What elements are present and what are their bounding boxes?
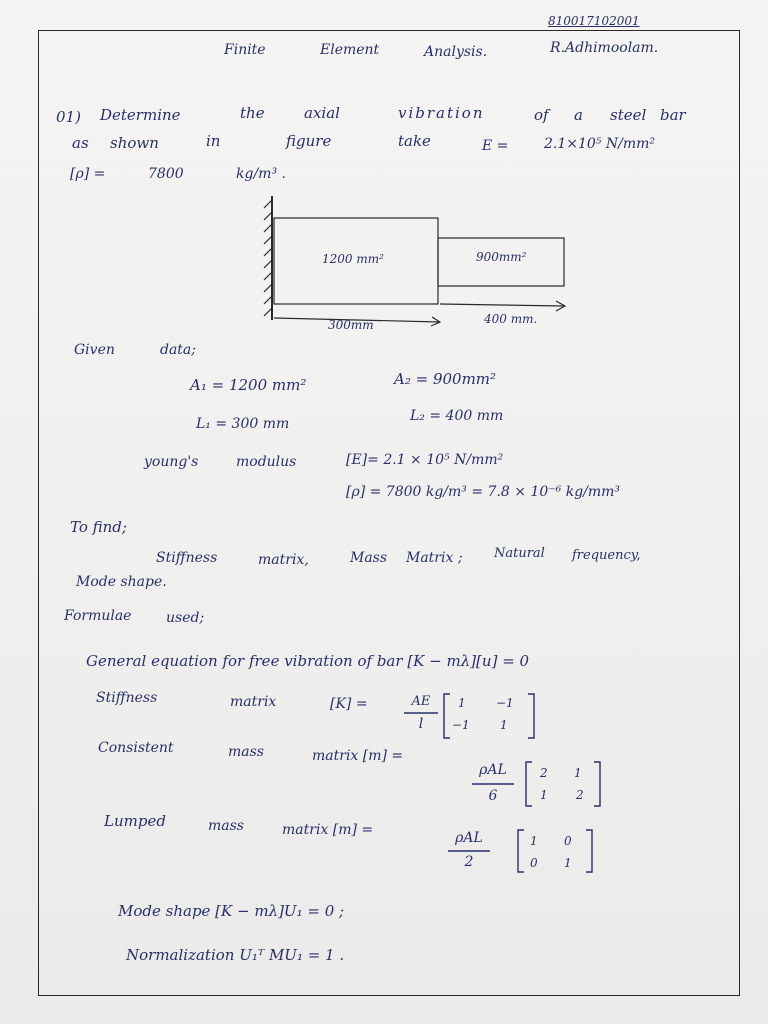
figure-area2-label: 900mm² (476, 250, 527, 264)
register-number: 810017102001 (548, 14, 640, 28)
given-e-value: [E]= 2.1 × 10⁵ N/mm² (346, 452, 504, 468)
q-word: the (240, 104, 265, 122)
q-word: 7800 (148, 166, 184, 182)
q-word: Determine (100, 106, 181, 124)
q-word: take (398, 132, 431, 150)
general-equation: General equation for free vibration of bar [K − mλ][u] = 0 (86, 652, 530, 670)
q-word: [ρ] = (70, 166, 106, 182)
lumped-label: Lumped (104, 812, 166, 830)
given-heading-data: data; (160, 342, 196, 358)
stiffness-frac-den: l (418, 716, 424, 732)
consistent-label: Consistent (98, 740, 174, 756)
youngs-label: young's (144, 454, 199, 470)
lumped-frac-num: ρAL (455, 830, 483, 846)
consistent-m22: 2 (576, 788, 584, 802)
given-rho-value: [ρ] = 7800 kg/m³ = 7.8 × 10⁻⁶ kg/mm³ (346, 484, 621, 500)
given-a2: A₂ = 900mm² (394, 370, 497, 388)
mode-shape-equation: Mode shape [K − mλ]U₁ = 0 ; (118, 902, 345, 920)
to-find-item: Stiffness (156, 550, 218, 566)
lumped-m21: 0 (530, 856, 538, 870)
title-word-analysis: Analysis. (424, 44, 488, 60)
title-word-element: Element (320, 42, 380, 58)
stiffness-frac-num: AE (411, 694, 431, 709)
q-word: of (534, 106, 549, 124)
given-heading: Given (74, 342, 115, 358)
lumped-frac-den: 2 (464, 854, 474, 870)
author-name: R.Adhimoolam. (550, 40, 659, 56)
given-a1: A₁ = 1200 mm² (190, 376, 307, 394)
stiffness-label: Stiffness (96, 690, 158, 706)
q-word: steel (610, 106, 647, 124)
consistent-m11: 2 (540, 766, 548, 780)
q-word: in (206, 132, 221, 150)
q-word: a (574, 106, 583, 124)
consistent-m12: 1 (574, 766, 582, 780)
q-word: 2.1×10⁵ N/mm² (544, 136, 656, 152)
figure-area1-label: 1200 mm² (322, 252, 384, 266)
stiffness-lhs: [K] = (330, 696, 368, 712)
stiffness-m11: 1 (458, 696, 466, 710)
q-word: as (72, 134, 89, 152)
q-word: bar (660, 106, 686, 124)
formulae-heading-used: used; (166, 610, 205, 626)
stiffness-m12: −1 (496, 696, 514, 710)
lumped-m22: 1 (564, 856, 572, 870)
consistent-m21: 1 (540, 788, 548, 802)
question-number: 01) (56, 108, 81, 126)
q-word: kg/m³ . (236, 166, 286, 182)
to-find-item: frequency, (572, 548, 641, 563)
to-find-heading: To find; (70, 518, 127, 536)
to-find-mode-shape: Mode shape. (76, 574, 167, 590)
given-l2: L₂ = 400 mm (410, 408, 504, 424)
consistent-label-mass: mass (228, 744, 264, 760)
title-word-finite: Finite (224, 42, 266, 58)
consistent-frac-num: ρAL (479, 762, 507, 778)
q-word: shown (110, 134, 159, 152)
lumped-label-matrix: matrix [m] = (282, 822, 374, 838)
lumped-m11: 1 (530, 834, 538, 848)
stiffness-m22: 1 (500, 718, 508, 732)
q-word: axial (304, 104, 340, 122)
formulae-heading: Formulae (64, 608, 132, 624)
figure-length2-label: 400 mm. (484, 312, 538, 326)
stiffness-label-matrix: matrix (230, 694, 277, 710)
lumped-m12: 0 (564, 834, 572, 848)
to-find-item: Matrix ; (406, 550, 463, 566)
stiffness-m21: −1 (452, 718, 470, 732)
normalization-equation: Normalization U₁ᵀ MU₁ = 1 . (126, 946, 345, 964)
figure-length1-label: 300mm (328, 318, 374, 332)
to-find-item: matrix, (258, 552, 309, 568)
to-find-item: Mass (350, 550, 388, 566)
given-l1: L₁ = 300 mm (196, 416, 290, 432)
consistent-frac-den: 6 (488, 788, 498, 804)
youngs-label-modulus: modulus (236, 454, 297, 470)
consistent-label-matrix: matrix [m] = (312, 748, 404, 764)
q-word: vibration (398, 104, 485, 122)
q-word: E = (482, 138, 509, 154)
lumped-label-mass: mass (208, 818, 244, 834)
q-word: figure (286, 132, 332, 150)
to-find-item: Natural (494, 546, 545, 561)
